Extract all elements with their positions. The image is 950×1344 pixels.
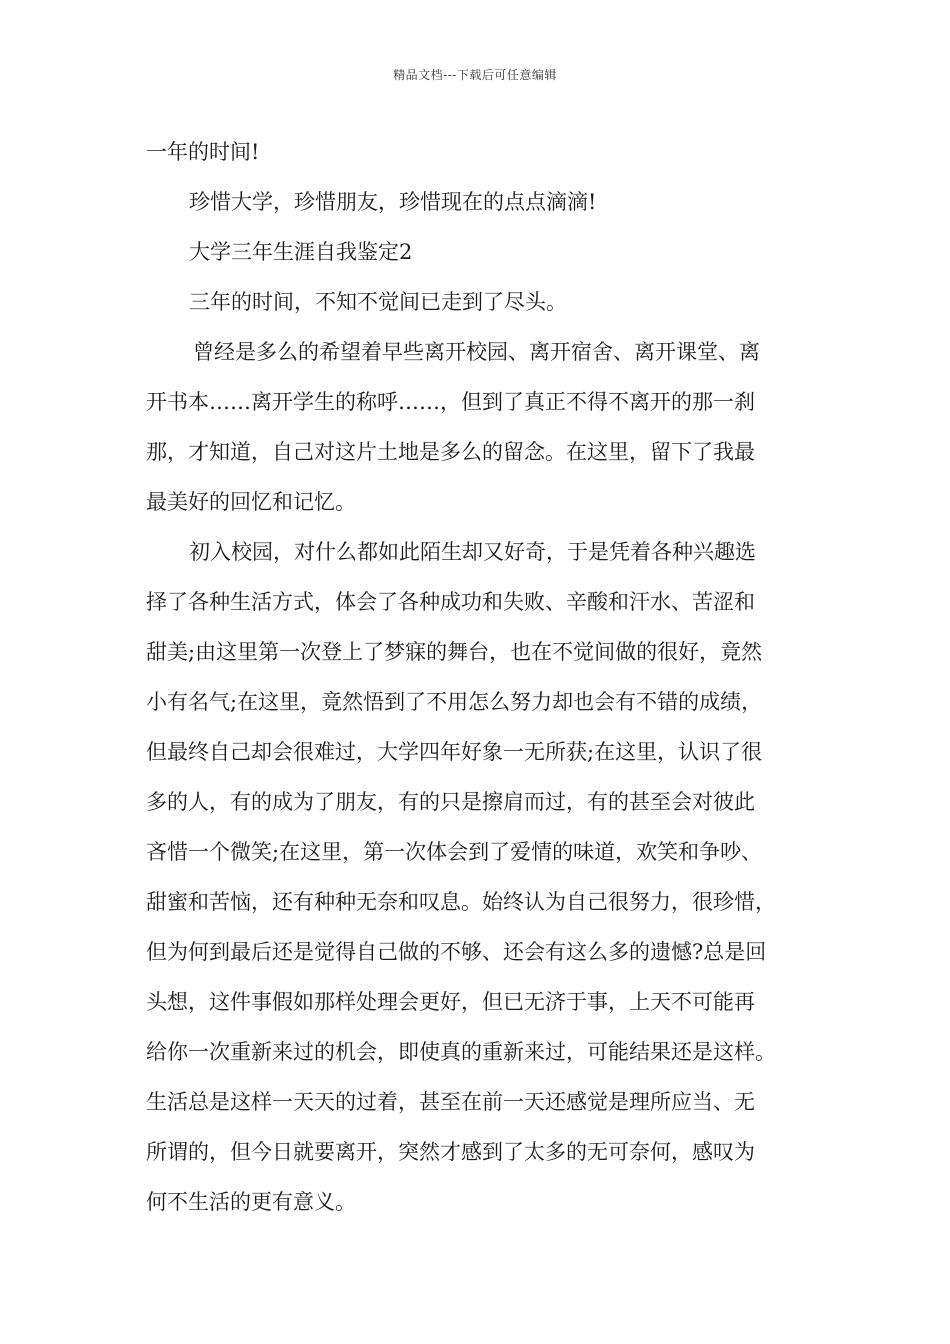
text-line: 开书本……离开学生的称呼……，但到了真正不得不离开的那一刹 [146, 390, 755, 414]
text-line: 曾经是多么的希望着早些离开校园、离开宿舍、离开课堂、离 [193, 340, 760, 364]
text-line: 择了各种生活方式，体会了各种成功和失败、辛酸和汗水、苦涩和 [146, 590, 755, 614]
text-line: 何不生活的更有意义。 [146, 1190, 356, 1214]
text-line: 甜美;由这里第一次登上了梦寐的舞台，也在不觉间做的很好，竟然 [146, 640, 763, 664]
text-line: 但为何到最后还是觉得自己做的不够、还会有这么多的遗憾?总是回 [146, 940, 767, 964]
text-line: 吝惜一个微笑;在这里，第一次体会到了爱情的味道，欢笑和争吵、 [146, 840, 763, 864]
page-header: 精品文档---下载后可任意编辑 [393, 68, 557, 82]
text-line: 小有名气;在这里，竟然悟到了不用怎么努力却也会有不错的成绩， [146, 690, 763, 714]
text-line: 所谓的，但今日就要离开，突然才感到了太多的无可奈何，感叹为 [146, 1140, 755, 1164]
text-line: 初入校园，对什么都如此陌生却又好奇，于是凭着各种兴趣选 [189, 540, 756, 564]
text-line: 但最终自己却会很难过，大学四年好象一无所获;在这里，认识了很 [146, 740, 763, 764]
section-heading: 大学三年生涯自我鉴定2 [189, 240, 413, 264]
document-body [146, 127, 836, 1227]
text-line: 最美好的回忆和记忆。 [146, 490, 356, 514]
text-line: 那，才知道，自己对这片土地是多么的留念。在这里，留下了我最 [146, 440, 755, 464]
text-line: 三年的时间，不知不觉间已走到了尽头。 [189, 290, 567, 314]
text-line: 给你一次重新来过的机会，即使真的重新来过，可能结果还是这样。 [146, 1040, 776, 1064]
text-line: 生活总是这样一天天的过着，甚至在前一天还感觉是理所应当、无 [146, 1090, 755, 1114]
text-line: 珍惜大学，珍惜朋友，珍惜现在的点点滴滴! [189, 190, 597, 214]
text-line: 头想，这件事假如那样处理会更好，但已无济于事，上天不可能再 [146, 990, 755, 1014]
text-line: 甜蜜和苦恼，还有种种无奈和叹息。始终认为自己很努力，很珍惜， [146, 890, 776, 914]
text-line: 一年的时间! [146, 140, 260, 164]
text-line: 多的人，有的成为了朋友，有的只是擦肩而过，有的甚至会对彼此 [146, 790, 755, 814]
